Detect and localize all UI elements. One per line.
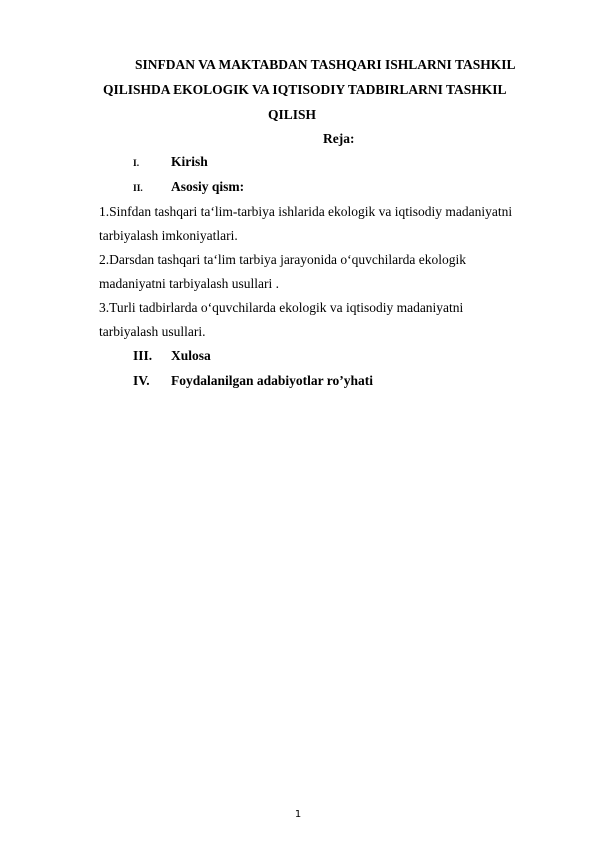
subitem-line: tarbiyalash imkoniyatlari.: [99, 228, 238, 243]
subitem-line: madaniyatni tarbiyalash usullari .: [99, 276, 279, 291]
plan-item-number: I.: [133, 159, 140, 169]
title-line-2: QILISHDA EKOLOGIK VA IQTISODIY TADBIRLARNI TASHKIL: [103, 82, 507, 97]
page-number: 1: [294, 809, 302, 820]
subitem-line: tarbiyalash usullari.: [99, 324, 206, 339]
plan-item-label: Asosiy qism:: [171, 179, 245, 194]
title-line-1: SINFDAN VA MAKTABDAN TASHQARI ISHLARNI TASHKIL: [135, 57, 516, 72]
plan-item-number: II.: [133, 184, 143, 194]
plan-item-label: Xulosa: [171, 348, 211, 363]
plan-heading: Reja:: [323, 131, 355, 146]
subitem-line: 2.Darsdan tashqari ta‘lim tarbiya jarayonida o‘quvchilarda ekologik: [99, 252, 466, 267]
plan-item-label: Kirish: [171, 154, 208, 169]
plan-item-number: III.: [133, 348, 153, 363]
subitem-line: 1.Sinfdan tashqari ta‘lim-tarbiya ishlarida ekologik va iqtisodiy madaniyatni: [99, 204, 513, 219]
plan-item-number: IV.: [133, 373, 150, 388]
subitem-line: 3.Turli tadbirlarda o‘quvchilarda ekologik va iqtisodiy madaniyatni: [99, 300, 464, 315]
title-line-3: QILISH: [268, 107, 317, 122]
plan-item-label: Foydalanilgan adabiyotlar ro’yhati: [171, 373, 374, 388]
